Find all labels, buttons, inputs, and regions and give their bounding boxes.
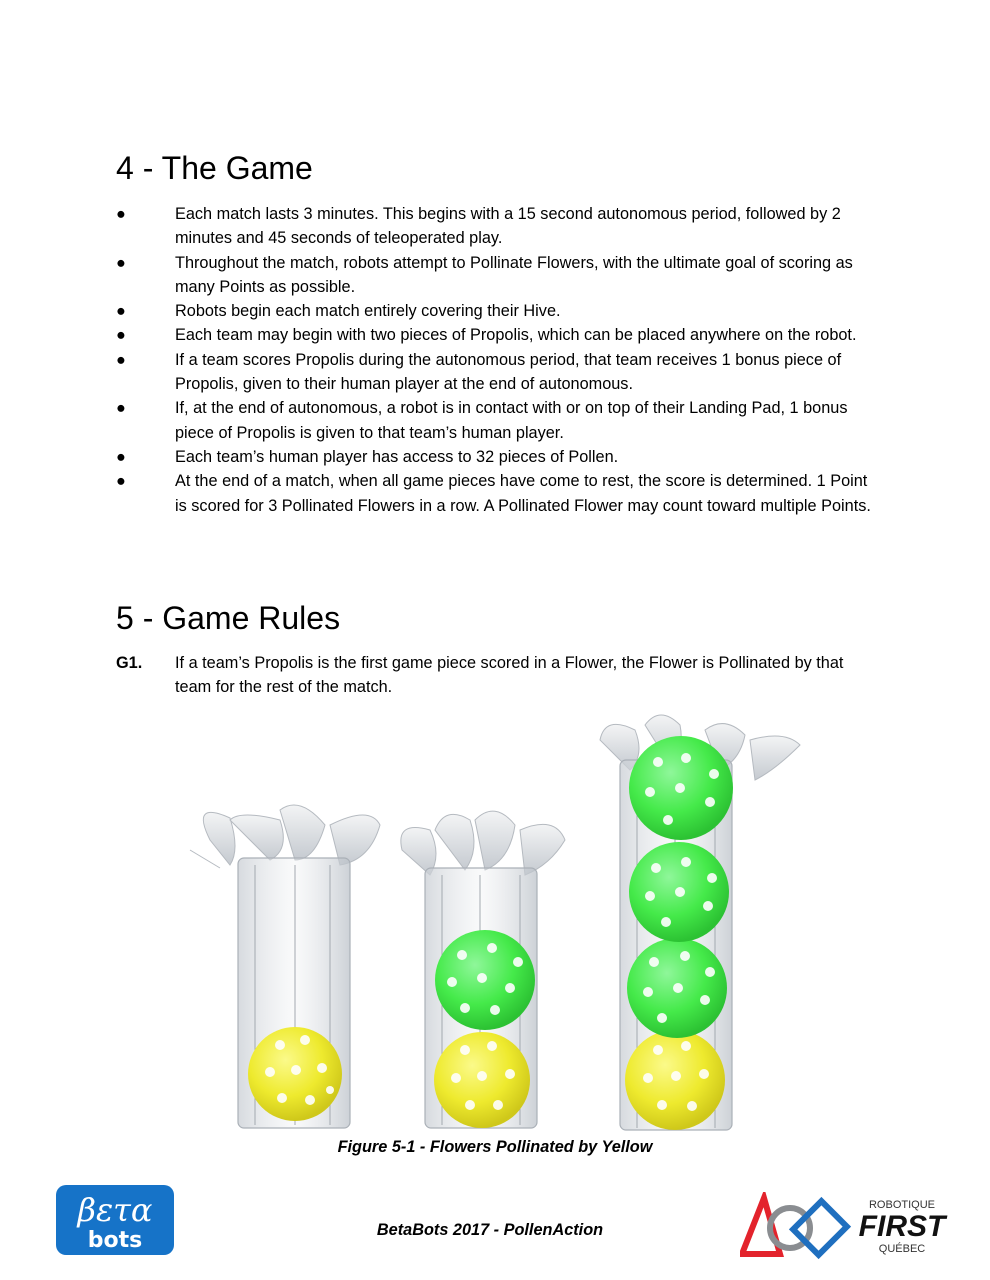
flower-2 xyxy=(401,811,565,1128)
list-item-text: Each team’s human player has access to 32 pieces of Pollen. xyxy=(175,447,619,466)
first-emblem-icon xyxy=(742,1198,847,1255)
rule-g1 xyxy=(116,651,876,700)
bullet-icon: ● xyxy=(116,253,126,272)
bullet-icon: ● xyxy=(116,350,126,369)
list-item-text: If, at the end of autonomous, a robot is in contact with or on top of their Landing Pad, 1 bonus piece of Propolis is given to that team’s human player. xyxy=(175,399,848,442)
flower-1 xyxy=(190,805,380,1128)
list-item xyxy=(116,299,876,323)
section-5-heading: 5 - Game Rules xyxy=(116,600,341,636)
figure-caption: Figure 5-1 - Flowers Pollinated by Yellow xyxy=(337,1138,653,1156)
flowers-illustration xyxy=(180,700,810,1140)
list-item-text: Robots begin each match entirely covering their Hive. xyxy=(175,302,561,321)
section-4-heading: 4 - The Game xyxy=(116,150,313,186)
betabots-logo-line2: bots xyxy=(87,1228,143,1253)
list-item-text: At the end of a match, when all game pieces have come to rest, the score is determined. 1 Point is scored for 3 Pollinated Flowers in a row. A Pollinated Flower may count toward multiple Points. xyxy=(175,472,871,515)
list-item xyxy=(116,202,876,251)
list-item xyxy=(116,348,876,397)
footer-text: BetaBots 2017 - PollenAction xyxy=(376,1221,604,1239)
bullet-icon: ● xyxy=(116,399,126,418)
bullet-icon: ● xyxy=(116,302,126,321)
list-item-text: If a team scores Propolis during the autonomous period, that team receives 1 bonus piece of Propolis, given to their human player at the end of autonomous. xyxy=(175,350,842,394)
list-item xyxy=(116,323,876,347)
bullet-icon: ● xyxy=(116,472,126,491)
flower-3 xyxy=(600,715,800,1130)
list-item-text: Each team may begin with two pieces of Propolis, which can be placed anywhere on the robot. xyxy=(175,326,857,345)
first-logo-word: FIRST xyxy=(858,1210,946,1243)
list-item xyxy=(116,445,876,469)
game-bullet-list xyxy=(116,202,876,518)
betabots-logo xyxy=(56,1185,174,1255)
bullet-icon: ● xyxy=(116,205,126,223)
betabots-logo-line1: βετα xyxy=(77,1191,153,1229)
first-quebec-logo xyxy=(740,1192,962,1260)
bullet-icon: ● xyxy=(116,326,126,345)
rule-text: If a team’s Propolis is the first game piece scored in a Flower, the Flower is Pollinated by that team for the rest of the match. xyxy=(175,654,844,697)
list-item xyxy=(116,469,876,518)
list-item-text: Throughout the match, robots attempt to Pollinate Flowers, with the ultimate goal of scoring as many Points as possible. xyxy=(175,253,853,296)
list-item-text: Each match lasts 3 minutes. This begins with a 15 second autonomous period, followed by 2 minutes and 45 seconds of teleoperated play. xyxy=(175,205,841,248)
list-item xyxy=(116,396,876,445)
first-logo-bottom: QUÉBEC xyxy=(878,1243,926,1255)
list-item xyxy=(116,251,876,300)
bullet-icon: ● xyxy=(116,447,126,466)
first-logo-top: ROBOTIQUE xyxy=(868,1199,936,1211)
rule-id: G1. xyxy=(116,654,143,672)
